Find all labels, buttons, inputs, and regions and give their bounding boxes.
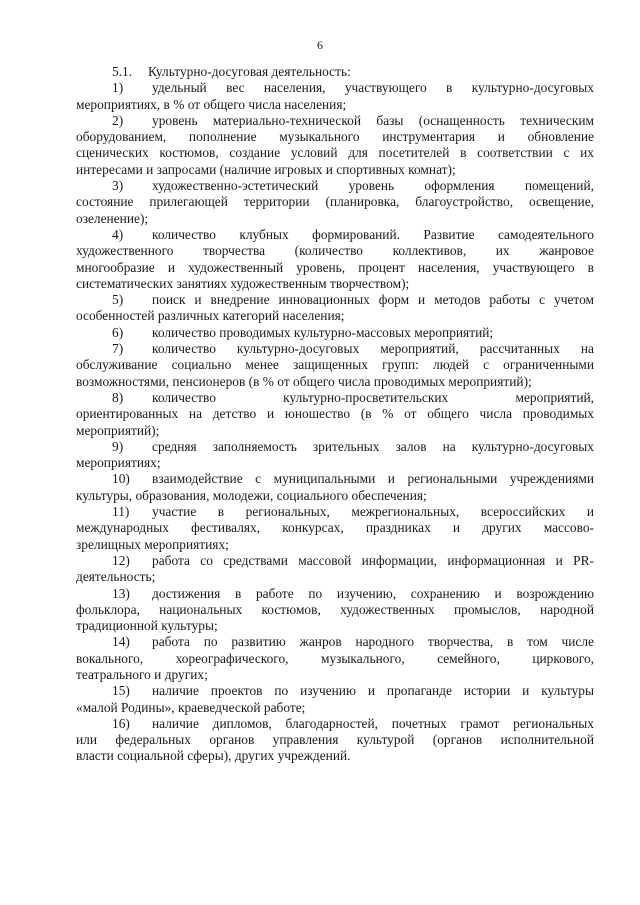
list-item-text: количество клубных формирований. Развитие самодеятельного <box>152 226 594 242</box>
list-item-text: уровень материально-технической базы (оснащенность техническим <box>152 112 594 128</box>
section-number: 5.1. <box>112 64 133 79</box>
list-item-first-line <box>76 227 594 243</box>
list-item-line <box>76 732 594 748</box>
list-item-text: взаимодействие с муниципальными и региональными учреждениями <box>152 471 594 487</box>
list-item-text: мероприятиях, в % от общего числа населения; <box>76 96 347 112</box>
list-item-line <box>76 260 594 276</box>
list-item-number: 9) <box>112 438 124 454</box>
list-item-number: 11) <box>112 504 130 520</box>
list-item-first-line <box>76 586 594 602</box>
list-item-line <box>76 374 594 390</box>
list-item-text: озеленение); <box>76 210 149 226</box>
list-item-line <box>76 145 594 161</box>
list-item <box>76 586 594 635</box>
list-item-first-line <box>76 439 594 455</box>
list-item-number: 12) <box>112 552 130 568</box>
list-item-first-line <box>76 634 594 650</box>
list-item-first-line <box>76 553 594 569</box>
list-item-text: мероприятий); <box>76 422 160 438</box>
list-item <box>76 683 594 716</box>
list-item <box>76 325 594 341</box>
list-item-number: 2) <box>112 112 124 128</box>
list-item-line <box>76 602 594 618</box>
list-item <box>76 504 594 553</box>
section-heading <box>76 64 594 80</box>
list-item <box>76 390 594 439</box>
list-item-text: количество культурно-просветительских мероприятий, <box>152 389 594 405</box>
list-item-first-line <box>76 683 594 699</box>
list-item-line <box>76 162 594 178</box>
list-item <box>76 227 594 292</box>
list-item-number: 4) <box>112 226 124 242</box>
list-item-text: зрелищных мероприятиях; <box>76 536 229 552</box>
list-item-number: 16) <box>112 715 130 731</box>
list-item-line <box>76 243 594 259</box>
list-item-text: художественно-эстетический уровень оформления помещений, <box>152 178 594 194</box>
list-item-text: работа по развитию жанров народного творчества, в том числе <box>152 634 594 650</box>
list-item <box>76 292 594 325</box>
list-item <box>76 634 594 683</box>
list-item-text: традиционной культуры; <box>76 618 218 634</box>
list-item <box>76 471 594 504</box>
list-item-line <box>76 700 594 716</box>
list-item-text: фольклора, национальных костюмов, художественных промыслов, народной <box>76 601 594 617</box>
list-item <box>76 178 594 227</box>
section-title: Культурно-досуговая деятельность: <box>148 64 351 79</box>
list-item-text: поиск и внедрение инновационных форм и методов работы с учетом <box>152 292 594 308</box>
list-item <box>76 341 594 390</box>
list-item-line <box>76 97 594 113</box>
list-item-number: 14) <box>112 634 130 650</box>
list-item <box>76 716 594 765</box>
list-item-text: особенностей различных категорий населения; <box>76 308 345 324</box>
list-item-line <box>76 748 594 764</box>
list-item-text: наличие проектов по изучению и пропаганде истории и культуры <box>152 683 594 699</box>
list-item-line <box>76 667 594 683</box>
list-item-text: обслуживание социально менее защищенных групп: людей с ограниченными <box>76 357 594 373</box>
list-item-line <box>76 357 594 373</box>
list-item-text: сценических костюмов, создание условий для посетителей в соответствии с их <box>76 145 594 161</box>
list-item-line <box>76 423 594 439</box>
list-item-line <box>76 618 594 634</box>
list-item-first-line <box>76 178 594 194</box>
list-item-number: 15) <box>112 683 130 699</box>
list-item <box>76 439 594 472</box>
list-item-number: 3) <box>112 178 124 194</box>
list-item-line <box>76 211 594 227</box>
list-item <box>76 80 594 113</box>
list-item-text: удельный вес населения, участвующего в культурно-досуговых <box>152 80 594 96</box>
list-item-first-line <box>76 113 594 129</box>
list-item-text: наличие дипломов, благодарностей, почетных грамот региональных <box>152 715 594 731</box>
list-item-line <box>76 569 594 585</box>
list-item-text: «малой Родины», краеведческой работе; <box>76 699 306 715</box>
list-item-text: возможностями, пенсионеров (в % от общего числа проводимых мероприятий); <box>76 373 532 389</box>
list-item-first-line <box>76 80 594 96</box>
list-item-first-line <box>76 471 594 487</box>
list-item-number: 8) <box>112 389 124 405</box>
criteria-list <box>76 80 594 764</box>
list-item <box>76 113 594 178</box>
list-item-text: участие в региональных, межрегиональных, всероссийских и <box>152 504 594 520</box>
list-item-text: вокального, хореографического, музыкального, семейного, циркового, <box>76 650 594 666</box>
list-item-text: количество культурно-досуговых мероприятий, рассчитанных на <box>152 341 594 357</box>
list-item-number: 6) <box>112 324 124 340</box>
list-item-line <box>76 488 594 504</box>
list-item-text: количество проводимых культурно-массовых мероприятий; <box>152 324 494 340</box>
list-item-text: театрального и других; <box>76 666 208 682</box>
list-item-text: оборудованием, пополнение музыкального инструментария и обновление <box>76 129 594 145</box>
list-item-first-line <box>76 390 594 406</box>
page-number: 6 <box>317 38 323 52</box>
list-item-line <box>76 406 594 422</box>
list-item-first-line <box>76 292 594 308</box>
document-body <box>76 64 594 765</box>
list-item-first-line <box>76 716 594 732</box>
list-item-text: достижения в работе по изучению, сохранению и возрождению <box>152 585 594 601</box>
list-item-line <box>76 520 594 536</box>
list-item-text: систематических занятиях художественным творчеством); <box>76 275 410 291</box>
list-item-line <box>76 537 594 553</box>
list-item-text: состояние прилегающей территории (планировка, благоустройство, освещение, <box>76 194 594 210</box>
list-item-line <box>76 651 594 667</box>
list-item-line <box>76 276 594 292</box>
list-item-text: многообразие и художественный уровень, процент населения, участвующего в <box>76 259 594 275</box>
list-item-number: 7) <box>112 341 124 357</box>
list-item-text: деятельность; <box>76 569 156 585</box>
list-item-text: мероприятиях; <box>76 455 161 471</box>
list-item-text: или федеральных органов управления культурой (органов исполнительной <box>76 732 594 748</box>
list-item-text: работа со средствами массовой информации, информационная и PR- <box>152 552 594 568</box>
list-item-first-line <box>76 341 594 357</box>
list-item-number: 13) <box>112 585 130 601</box>
list-item-line <box>76 308 594 324</box>
list-item-number: 10) <box>112 471 130 487</box>
list-item-text: культуры, образования, молодежи, социального обеспечения; <box>76 487 427 503</box>
list-item <box>76 553 594 586</box>
list-item-line <box>76 194 594 210</box>
list-item-line <box>76 129 594 145</box>
list-item-text: международных фестивалях, конкурсах, праздниках и других массово- <box>76 520 594 536</box>
list-item-first-line <box>76 325 594 341</box>
list-item-text: художественного творчества (количество коллективов, их жанровое <box>76 243 594 259</box>
list-item-text: средняя заполняемость зрительных залов на культурно-досуговых <box>152 438 594 454</box>
list-item-number: 5) <box>112 292 124 308</box>
list-item-text: интересами и запросами (наличие игровых и спортивных комнат); <box>76 161 456 177</box>
list-item-line <box>76 455 594 471</box>
list-item-first-line <box>76 504 594 520</box>
list-item-text: ориентированных на детство и юношество (в % от общего числа проводимых <box>76 406 594 422</box>
list-item-number: 1) <box>112 80 124 96</box>
list-item-text: власти социальной сферы), других учреждений. <box>76 748 351 764</box>
